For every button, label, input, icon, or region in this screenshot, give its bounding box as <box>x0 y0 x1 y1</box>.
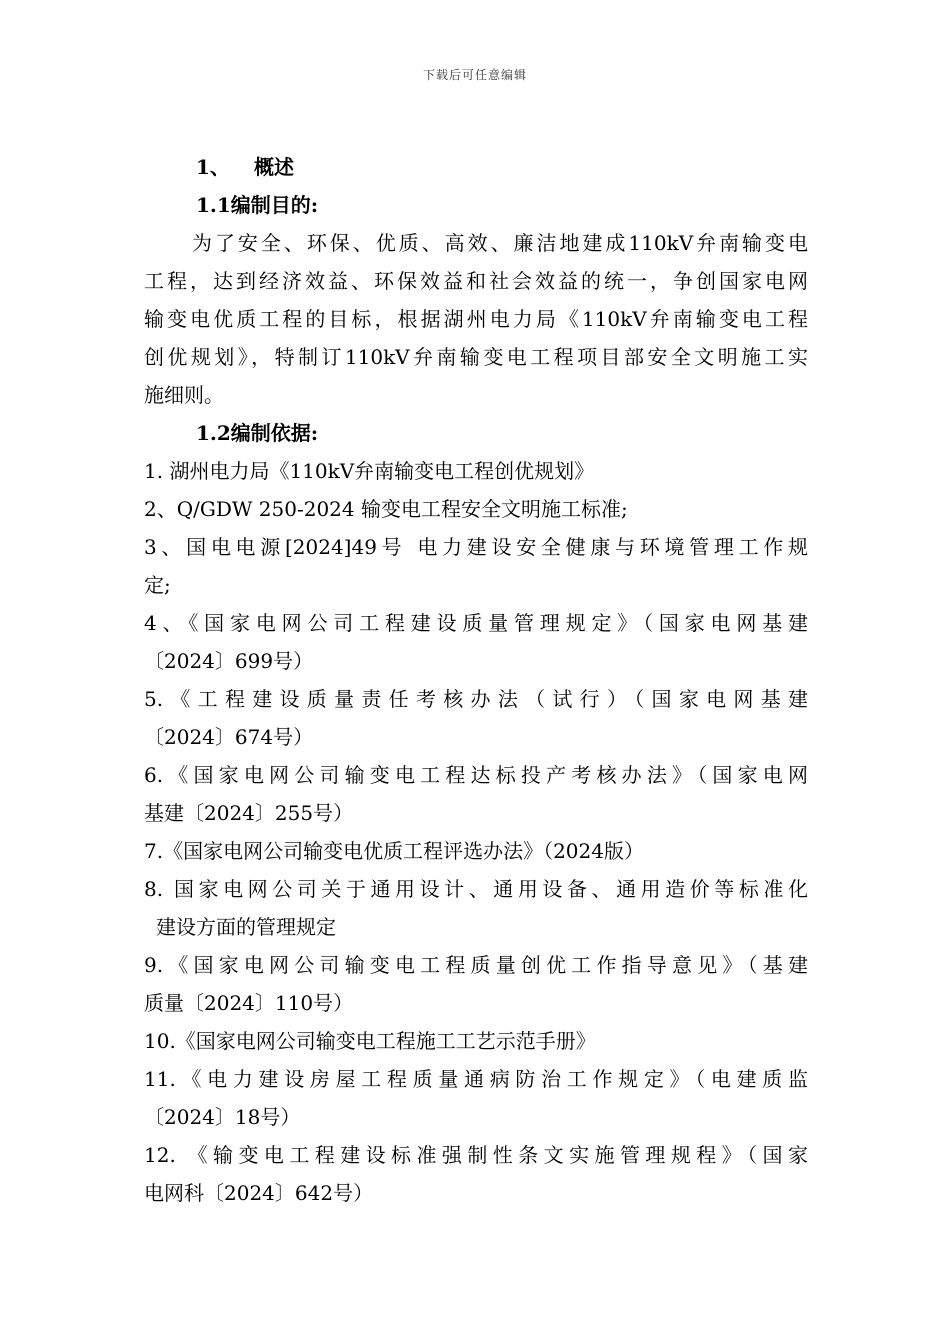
paragraph-line: 创优规划》，特制订110kV弁南输变电工程项目部安全文明施工实 <box>144 345 808 369</box>
list-item: 9.《国家电网公司输变电工程质量创优工作指导意见》（基建 <box>144 953 808 977</box>
purpose-paragraph <box>144 224 808 414</box>
subsection-heading-basis: 1.2编制依据: <box>196 421 319 445</box>
document-body <box>144 148 808 1212</box>
list-item: 1. 湖州电力局《110kV弁南输变电工程创优规划》 <box>144 459 595 483</box>
page-header: 下载后可任意编辑 <box>422 68 527 82</box>
subsection-heading-purpose: 1.1编制目的: <box>196 193 319 217</box>
list-item: 〔2024〕18号） <box>144 1105 301 1129</box>
list-item: 8. 国家电网公司关于通用设计、通用设备、通用造价等标准化 <box>144 877 808 901</box>
paragraph-line: 为了安全、环保、优质、高效、廉洁地建成110kV弁南输变电 <box>192 231 808 255</box>
list-item: 建设方面的管理规定 <box>156 915 336 939</box>
list-item: 〔2024〕674号） <box>144 725 314 749</box>
list-item: 2、Q/GDW 250-2024 输变电工程安全文明施工标准; <box>144 497 628 521</box>
section-title: 概述 <box>254 155 294 179</box>
list-item: 3、国电电源[2024]49号 电力建设安全健康与环境管理工作规 <box>144 535 808 559</box>
list-item: 7.《国家电网公司输变电优质工程评选办法》（2024版） <box>144 839 644 863</box>
section-heading <box>144 148 808 186</box>
list-item: 5.《工程建设质量责任考核办法（试行）（国家电网基建 <box>144 687 808 711</box>
list-item: 〔2024〕699号） <box>144 649 314 673</box>
paragraph-line: 工程，达到经济效益、环保效益和社会效益的统一，争创国家电网 <box>144 269 808 293</box>
list-item: 12. 《输变电工程建设标准强制性条文实施管理规程》（国家 <box>144 1143 808 1167</box>
list-item: 质量〔2024〕110号） <box>144 991 354 1015</box>
list-item: 定; <box>144 573 171 597</box>
section-number: 1、 <box>196 155 230 179</box>
list-item: 基建〔2024〕255号） <box>144 801 354 825</box>
list-item: 6.《国家电网公司输变电工程达标投产考核办法》（国家电网 <box>144 763 808 787</box>
basis-list <box>144 452 808 1212</box>
paragraph-line: 输变电优质工程的目标，根据湖州电力局《110kV弁南输变电工程 <box>144 307 808 331</box>
list-item: 4、《国家电网公司工程建设质量管理规定》（国家电网基建 <box>144 611 808 635</box>
paragraph-line: 施细则。 <box>144 383 224 407</box>
list-item: 11.《电力建设房屋工程质量通病防治工作规定》（电建质监 <box>144 1067 808 1091</box>
list-item: 10.《国家电网公司输变电工程施工工艺示范手册》 <box>144 1029 596 1053</box>
list-item: 电网科〔2024〕642号） <box>144 1181 374 1205</box>
